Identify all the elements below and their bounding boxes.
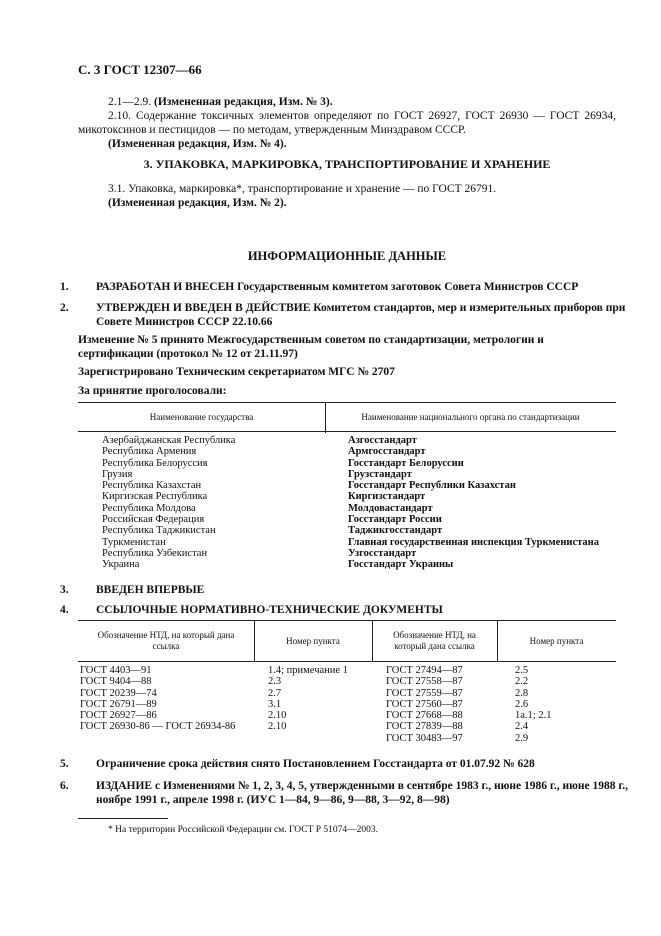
body-row: Госстандарт России <box>348 514 442 526</box>
ref-point: 2.7 <box>268 687 282 699</box>
info-item-4-text: ССЫЛОЧНЫЕ НОРМАТИВНО-ТЕХНИЧЕСКИЕ ДОКУМЕНТЫ <box>96 604 443 616</box>
state-row: Российская Федерация <box>102 514 205 526</box>
refs-h2: Номер пункта <box>286 635 340 646</box>
ref-doc: ГОСТ 27559—87 <box>386 687 463 699</box>
body-row: Таджикгосстандарт <box>348 525 443 537</box>
info-item-5 <box>60 757 634 771</box>
bodies-list <box>325 435 616 571</box>
para-210: 2.10. Содержание токсичных элементов определяют по ГОСТ 26927, ГОСТ 26930 — ГОСТ 26934, микотоксинов и пестицидов — по методам, утвержденным Минздравом СССР. <box>78 110 616 136</box>
ref-doc: ГОСТ 30483—97 <box>386 732 463 744</box>
body-row: Молдовастандарт <box>348 502 433 514</box>
refs-table-header <box>78 621 616 661</box>
body-row: Узгосстандарт <box>348 547 417 559</box>
body-row: Госстандарт Украины <box>348 559 454 571</box>
ref-point: 2.6 <box>515 698 529 710</box>
ref-doc: ГОСТ 20239—74 <box>80 687 157 699</box>
body-row: Азгосстандарт <box>348 435 417 446</box>
state-row: Украина <box>102 559 140 571</box>
body-row: Госстандарт Белоруссии <box>348 457 464 469</box>
ref-point: 2.10 <box>268 721 287 733</box>
ref-point: 2.9 <box>515 732 529 744</box>
states-table-body <box>78 432 616 571</box>
state-row: Туркменистан <box>102 536 166 548</box>
state-row: Грузия <box>102 468 133 480</box>
info-item-6-text: ИЗДАНИЕ с Изменениями № 1, 2, 3, 4, 5, утвержденными в сентябре 1983 г., июне 1986 г., июне 1988 г., ноябре 1991 г., апреле 1998 г. (ИУС 1—84, 9—86, 9—88, 3—92, 8—98) <box>96 780 629 806</box>
states-table-header <box>78 403 616 431</box>
state-row: Республика Узбекистан <box>102 547 208 559</box>
info-item-1 <box>60 280 634 294</box>
state-row: Республика Молдова <box>102 502 196 514</box>
para-31-change: (Измененная редакция, Изм. № 2). <box>108 197 287 209</box>
info-item-1-text: РАЗРАБОТАН И ВНЕСЕН Государственным комитетом заготовок Совета Министров СССР <box>96 281 579 293</box>
refs-table-body <box>78 662 616 744</box>
states-table <box>78 402 616 571</box>
ref-point: 2.8 <box>515 687 529 699</box>
body-row: Армгосстандарт <box>348 446 426 458</box>
info-item-6 <box>60 779 634 807</box>
section-3-block <box>78 182 616 210</box>
info-item-3 <box>60 583 634 597</box>
ref-point: 2.5 <box>515 665 529 676</box>
refs-left-docs <box>78 665 254 744</box>
state-row: Киргизская Республика <box>102 491 208 503</box>
states-list <box>78 435 325 571</box>
registered-note: Зарегистрировано Техническим секретариатом МГС № 2707 <box>78 366 395 378</box>
ref-doc: ГОСТ 27558—87 <box>386 676 463 688</box>
refs-h1: Обозначение НТД, на который дана ссылка <box>97 630 235 651</box>
body-row: Киргизстандарт <box>348 491 426 503</box>
ref-point: 1.4; примечание 1 <box>268 665 348 676</box>
para-210-change: (Измененная редакция, Изм. № 4). <box>108 138 287 150</box>
refs-right-docs <box>372 665 497 744</box>
voted-label: За принятие проголосовали: <box>78 385 227 397</box>
para-21-29-prefix: 2.1—2.9. <box>108 96 152 108</box>
refs-table <box>78 620 616 744</box>
ref-doc: ГОСТ 27668—88 <box>386 710 463 722</box>
ref-point: 1а.1; 2.1 <box>515 710 552 722</box>
info-item-3-num: 3. <box>60 584 69 596</box>
info-item-2-num: 2. <box>60 302 69 314</box>
ref-doc: ГОСТ 9404—88 <box>80 676 152 688</box>
refs-h4: Номер пункта <box>529 635 584 646</box>
ref-point: 2.4 <box>515 721 529 733</box>
refs-left-points <box>254 665 372 744</box>
states-col-header: Наименование государства <box>149 412 254 422</box>
refs-h3: Обозначение НТД, на который дана ссылка <box>393 630 476 651</box>
state-row: Республика Казахстан <box>102 480 202 492</box>
info-heading: ИНФОРМАЦИОННЫЕ ДАННЫЕ <box>247 249 447 263</box>
state-row: Республика Белоруссия <box>102 457 208 469</box>
bodies-col-header: Наименование национального органа по стандартизации <box>361 412 580 422</box>
refs-right-points <box>497 665 616 744</box>
ref-point: 2.10 <box>268 710 287 722</box>
footnote-divider <box>78 818 168 819</box>
ref-point: 3.1 <box>268 698 282 710</box>
ref-doc: ГОСТ 27494—87 <box>386 665 463 676</box>
body-row: Главная государственная инспекция Туркменистана <box>348 536 599 548</box>
para-21-29 <box>78 95 616 109</box>
info-item-2-text: УТВЕРЖДЕН И ВВЕДЕН В ДЕЙСТВИЕ Комитетом стандартов, мер и измерительных приборов при Совете Министров СССР 22.10.66 <box>96 302 626 328</box>
body-row: Грузстандарт <box>348 468 412 480</box>
info-item-5-text: Ограничение срока действия снято Постановлением Госстандарта от 01.07.92 № 628 <box>96 758 535 770</box>
ref-doc: ГОСТ 26930-86 — ГОСТ 26934-86 <box>80 721 236 733</box>
change-5-note: Изменение № 5 принято Межгосударственным советом по стандартизации, метрологии и сертификации (протокол № 12 от 21.11.97) <box>78 334 544 360</box>
info-item-6-num: 6. <box>60 780 69 792</box>
footnote: * На территории Российской Федерации см. ГОСТ Р 51074—2003. <box>108 825 379 835</box>
info-item-1-num: 1. <box>60 281 69 293</box>
info-item-2 <box>60 301 634 329</box>
ref-doc: ГОСТ 26927—86 <box>80 710 157 722</box>
para-31: 3.1. Упаковка, маркировка*, транспортирование и хранение — по ГОСТ 26791. <box>108 183 497 195</box>
info-item-5-num: 5. <box>60 758 69 770</box>
ref-doc: ГОСТ 27839—88 <box>386 721 463 733</box>
ref-doc: ГОСТ 27560—87 <box>386 698 463 710</box>
state-row: Азербайджанская Республика <box>102 435 236 446</box>
ref-doc: ГОСТ 26791—89 <box>80 698 157 710</box>
para-21-29-change: (Измененная редакция, Изм. № 3). <box>154 96 333 108</box>
section-2-block <box>78 95 616 151</box>
state-row: Республика Таджикистан <box>102 525 216 537</box>
info-item-4-num: 4. <box>60 604 69 616</box>
section-3-heading: 3. УПАКОВКА, МАРКИРОВКА, ТРАНСПОРТИРОВАНИЕ И ХРАНЕНИЕ <box>143 157 551 171</box>
info-item-3-text: ВВЕДЕН ВПЕРВЫЕ <box>96 584 205 596</box>
ref-doc: ГОСТ 4403—91 <box>80 665 152 676</box>
state-row: Республика Армения <box>102 446 197 458</box>
info-item-4 <box>60 603 634 617</box>
ref-point: 2.2 <box>515 676 529 688</box>
page-header: С. 3 ГОСТ 12307—66 <box>78 62 202 77</box>
ref-point: 2.3 <box>268 676 282 688</box>
body-row: Госстандарт Республики Казахстан <box>348 480 516 492</box>
